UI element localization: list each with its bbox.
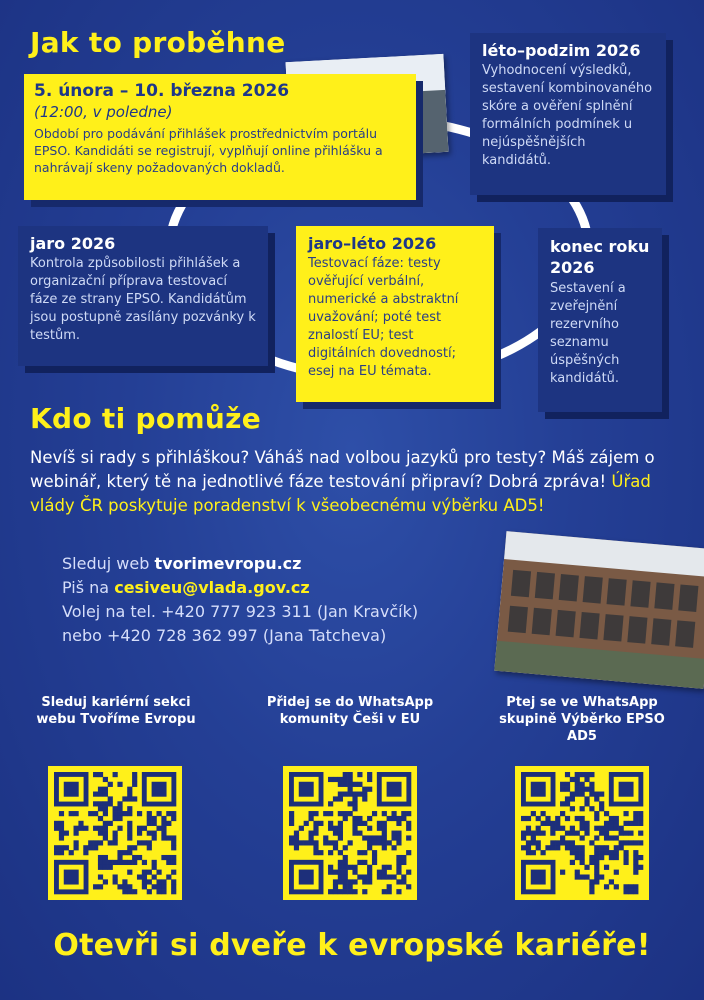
qr-code-whatsapp-group[interactable] [515,766,649,900]
timeline-box-spring-summer-title: jaro–léto 2026 [308,234,437,253]
building-photo [494,531,704,689]
timeline-box-year-end-text: Sestavení a zveřejnění rezervního seznamu úspěšných kandidátů. [550,281,626,386]
contact-mail-line [62,576,482,600]
qr-label-whatsapp-group: Ptej se ve WhatsApp skupině Výběrko EPSO AD5 [499,695,665,744]
footer-slogan: Otevři si dveře k evropské kariéře! [53,928,651,963]
timeline-box-year-end [538,228,662,412]
contact-mail-prefix: Piš na [62,578,115,597]
timeline-box-summer-autumn [470,33,666,195]
timeline-box-spring-summer-text: Testovací fáze: testy ověřující verbální, numerické a abstraktní uvažování; poté test znalostí EU; test digitálních dovedností; esej na EU témata. [308,256,459,379]
timeline-box-february-subtitle: (12:00, v poledne) [34,103,173,121]
timeline-box-february [24,74,416,200]
contact-web-link[interactable]: tvorimevropu.cz [154,554,302,573]
timeline-box-spring-title: jaro 2026 [30,234,116,253]
help-heading: Kdo ti pomůže [30,402,262,435]
timeline-box-february-text: Období pro podávání přihlášek prostřednictvím portálu EPSO. Kandidáti se registrují, vyplňují online přihlášku a nahrávají skeny požadovaných dokladů. [34,126,383,175]
help-highlight: Úřad vlády ČR poskytuje poradenství k všeobecnému výběrku AD5! [30,472,651,515]
timeline-box-summer-autumn-text: Vyhodnocení výsledků, sestavení kombinovaného skóre a ověření splnění formálních podmínek u nejúspěšnějších kandidátů. [482,63,653,168]
contact-web-line [62,552,482,576]
timeline-box-february-title: 5. února – 10. března 2026 [34,81,290,101]
contact-web-prefix: Sleduj web [62,554,155,573]
contact-phone-2: nebo +420 728 362 997 (Jana Tatcheva) [62,626,387,645]
help-paragraph-text: Nevíš si rady s přihláškou? Váháš nad volbou jazyků pro testy? Máš zájem o webinář, který tě na jednotlivé fáze testování připraví? Dobrá zpráva! [30,448,655,491]
timeline-box-year-end-title: konec roku 2026 [550,237,650,277]
qr-code-website[interactable] [48,766,182,900]
timeline-box-spring [18,226,268,366]
timeline-box-spring-text: Kontrola způsobilosti přihlášek a organizační příprava testovací fáze ze strany EPSO. Kandidátům jsou postupně zasílány pozvánky k testům. [30,256,256,343]
qr-label-website: Sleduj kariérní sekci webu Tvoříme Evropu [36,695,196,727]
timeline-box-summer-autumn-title: léto–podzim 2026 [482,41,641,60]
qr-code-whatsapp-community[interactable] [283,766,417,900]
contact-phone-1: Volej na tel. +420 777 923 311 (Jan Kravčík) [62,602,419,621]
timeline-box-spring-summer [296,226,494,402]
timeline-heading: Jak to proběhne [30,26,286,59]
contact-mail-link[interactable]: cesiveu@vlada.gov.cz [114,578,310,597]
help-paragraph [30,446,680,518]
contact-block [62,552,482,648]
qr-label-whatsapp-community: Přidej se do WhatsApp komunity Češi v EU [266,695,434,727]
